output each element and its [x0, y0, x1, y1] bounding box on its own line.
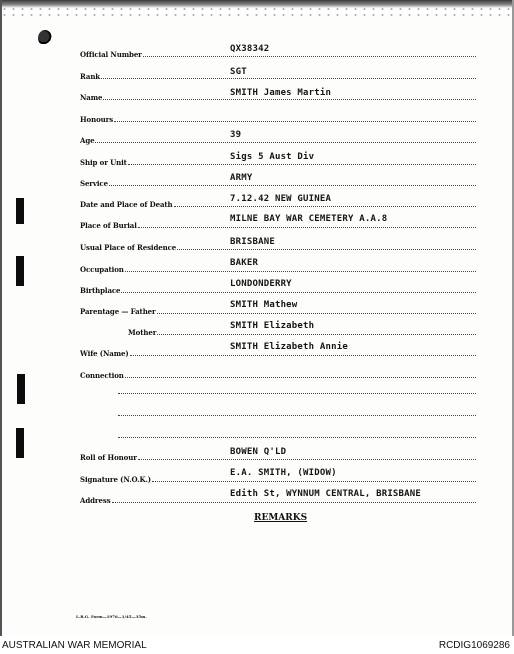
label-roll-of-honour: Roll of Honour	[80, 453, 137, 462]
label-date-place-death: Date and Place of Death	[80, 200, 173, 209]
row-usual-residence	[80, 235, 476, 253]
value-official-number: QX38342	[230, 44, 270, 54]
label-service: Service	[80, 179, 108, 188]
binder-clip-3	[17, 374, 25, 404]
form-number: L.R.G. Form—1976—1/45—35m.	[76, 614, 147, 619]
binder-clip-2	[16, 256, 24, 286]
value-rank: SGT	[230, 67, 247, 77]
row-rank	[80, 64, 476, 82]
label-rank: Rank	[80, 72, 101, 81]
archive-footer	[0, 636, 514, 654]
label-name: Name	[80, 93, 103, 102]
connection-line-2	[118, 414, 476, 416]
row-official-number	[80, 42, 476, 60]
label-connection: Connection	[80, 371, 124, 380]
value-wife-name: SMITH Elizabeth Annie	[230, 342, 348, 352]
scan-left-edge	[0, 0, 2, 636]
footer-record-id: RCDIG1069286	[438, 640, 510, 651]
punch-hole-top	[38, 30, 52, 46]
binder-clip-4	[16, 428, 24, 458]
label-usual-residence: Usual Place of Residence	[80, 243, 177, 252]
row-age	[80, 128, 476, 146]
value-name: SMITH James Martin	[230, 88, 332, 98]
value-service: ARMY	[230, 173, 253, 183]
label-signature-nok: Signature (N.O.K.)	[80, 475, 151, 484]
footer-institution: AUSTRALIAN WAR MEMORIAL	[2, 640, 147, 651]
label-ship-or-unit: Ship or Unit	[80, 158, 127, 167]
remarks-heading: REMARKS	[254, 513, 308, 523]
label-birthplace: Birthplace	[80, 286, 121, 295]
value-age: 39	[230, 130, 242, 140]
value-parentage-father: SMITH Mathew	[230, 300, 298, 310]
label-wife-name: Wife (Name)	[80, 349, 129, 358]
value-occupation: BAKER	[230, 258, 259, 268]
label-age: Age	[80, 136, 95, 145]
value-date-place-death: 7.12.42 NEW GUINEA	[230, 194, 332, 204]
label-official-number: Official Number	[80, 50, 142, 59]
label-parentage-father: Parentage — Father	[80, 307, 156, 316]
value-place-of-burial: MILNE BAY WAR CEMETERY A.A.8	[230, 214, 388, 224]
connection-line-3	[118, 436, 476, 438]
row-connection	[80, 363, 476, 381]
label-occupation: Occupation	[80, 265, 124, 274]
value-birthplace: LONDONDERRY	[230, 279, 292, 289]
label-place-of-burial: Place of Burial	[80, 221, 137, 230]
label-address: Address	[80, 496, 111, 505]
value-roll-of-honour: BOWEN Q'LD	[230, 447, 287, 457]
label-honours: Honours	[80, 115, 114, 124]
row-honours	[80, 107, 476, 125]
value-ship-or-unit: Sigs 5 Aust Div	[230, 152, 315, 162]
connection-line-1	[118, 392, 476, 394]
binder-clip-1	[16, 198, 24, 224]
value-address: Edith St, WYNNUM CENTRAL, BRISBANE	[230, 489, 422, 499]
value-usual-residence: BRISBANE	[230, 237, 275, 247]
row-service	[80, 171, 476, 189]
row-occupation	[80, 257, 476, 275]
value-signature-nok: E.A. SMITH, (WIDOW)	[230, 468, 337, 478]
label-mother: Mother	[128, 328, 157, 337]
value-mother: SMITH Elizabeth	[230, 321, 315, 331]
scan-specks	[0, 6, 514, 16]
